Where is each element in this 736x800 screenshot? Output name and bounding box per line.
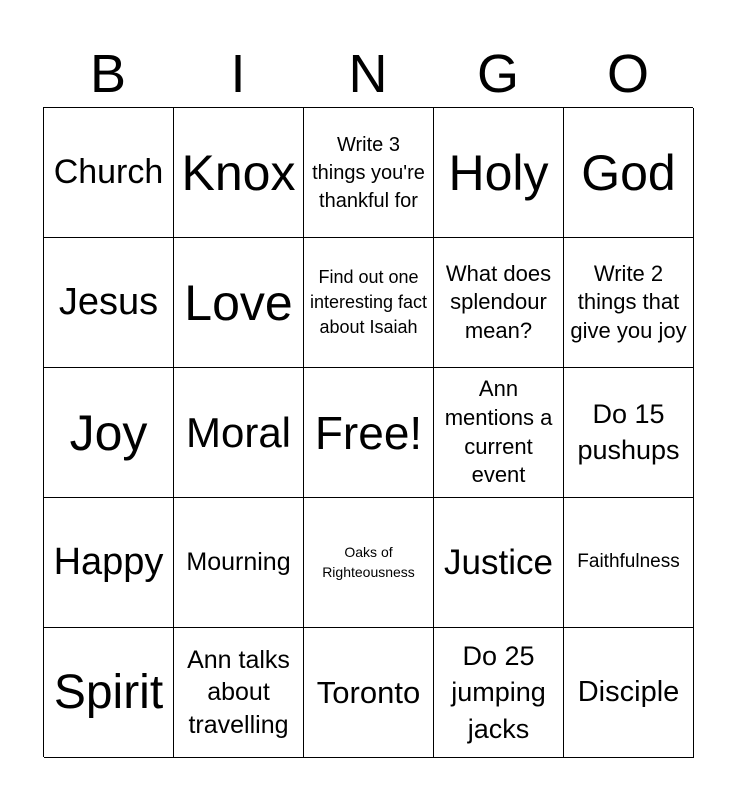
- header-letter-i: I: [230, 44, 246, 104]
- bingo-cell[interactable]: Do 15 pushups: [564, 368, 694, 498]
- bingo-cell[interactable]: Ann mentions a current event: [434, 368, 564, 498]
- bingo-cell[interactable]: Do 25 jumping jacks: [434, 628, 564, 758]
- bingo-cell[interactable]: Church: [44, 108, 174, 238]
- header-letter-o: O: [606, 44, 649, 104]
- bingo-cell[interactable]: Spirit: [44, 628, 174, 758]
- bingo-cell[interactable]: Moral: [174, 368, 304, 498]
- bingo-cell[interactable]: Love: [174, 238, 304, 368]
- bingo-cell[interactable]: Jesus: [44, 238, 174, 368]
- bingo-header: [43, 40, 693, 108]
- bingo-cell[interactable]: Write 2 things that give you joy: [564, 238, 694, 368]
- bingo-cell[interactable]: Oaks of Righteousness: [304, 498, 434, 628]
- bingo-cell[interactable]: Free!: [304, 368, 434, 498]
- bingo-board: [43, 107, 693, 757]
- bingo-cell[interactable]: God: [564, 108, 694, 238]
- bingo-cell[interactable]: Holy: [434, 108, 564, 238]
- bingo-cell[interactable]: Faithfulness: [564, 498, 694, 628]
- bingo-cell[interactable]: Justice: [434, 498, 564, 628]
- bingo-cell[interactable]: Mourning: [174, 498, 304, 628]
- header-letter-g: G: [476, 44, 519, 104]
- bingo-cell[interactable]: Joy: [44, 368, 174, 498]
- header-letter-n: N: [348, 44, 388, 104]
- header-letter-b: B: [89, 44, 127, 104]
- bingo-cell[interactable]: Happy: [44, 498, 174, 628]
- bingo-cell[interactable]: Write 3 things you're thankful for: [304, 108, 434, 238]
- bingo-cell[interactable]: Knox: [174, 108, 304, 238]
- bingo-cell[interactable]: What does splendour mean?: [434, 238, 564, 368]
- bingo-cell[interactable]: Disciple: [564, 628, 694, 758]
- bingo-cell[interactable]: Find out one interesting fact about Isaiah: [304, 238, 434, 368]
- bingo-cell[interactable]: Toronto: [304, 628, 434, 758]
- bingo-cell[interactable]: Ann talks about travelling: [174, 628, 304, 758]
